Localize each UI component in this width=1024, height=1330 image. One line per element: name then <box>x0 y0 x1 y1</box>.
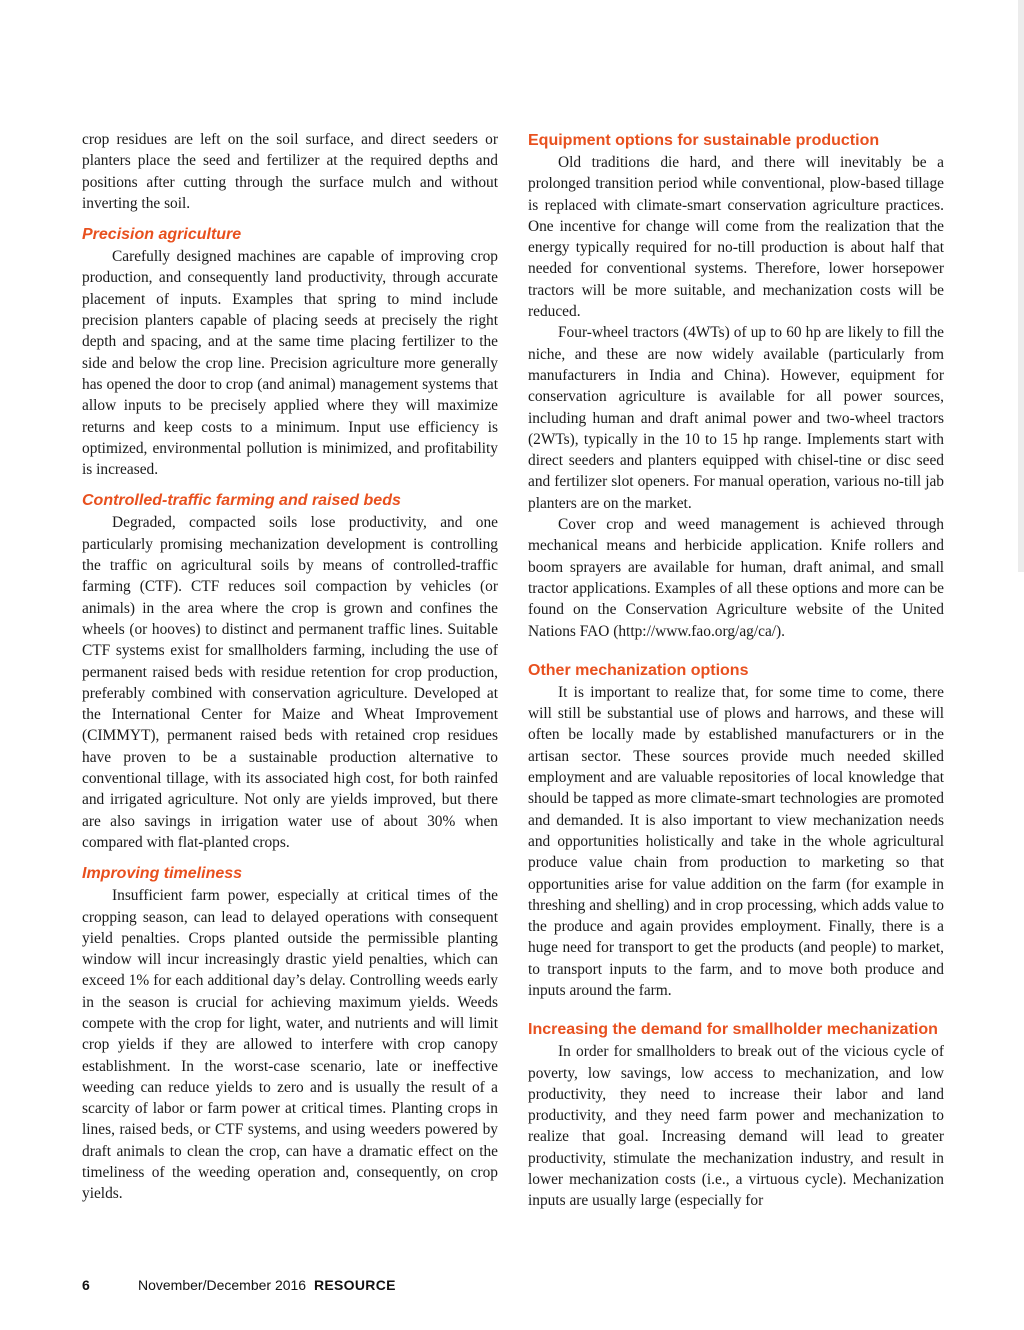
heading-equipment-options: Equipment options for sustainable production <box>528 132 880 149</box>
page-edge-shadow <box>1018 0 1024 572</box>
demand-paragraph: In order for smallholders to break out of the vicious cycle of poverty, low savings, low access to mechanization, and low productivity, they need to increase their labor and land productivity, and they need farm power and mechanization to realize that goal. Increasing demand will lead to greater productivity, stimulate the mechanization industry, and result in lower mechanization costs (i.e., a virtuous cycle). Mechanization inputs are usually large (especially for <box>528 1043 944 1210</box>
heading-improving-timeliness: Improving timeliness <box>82 865 243 883</box>
right-column <box>528 129 944 1212</box>
heading-precision-agriculture: Precision agriculture <box>82 226 242 244</box>
heading-controlled-traffic: Controlled-traffic farming and raised beds <box>82 492 401 510</box>
intro-paragraph: crop residues are left on the soil surface, and direct seeders or planters place the seed and fertilizer at the required depths and positions after cutting through the surface mulch and without inverting the soil. <box>82 131 498 212</box>
other-paragraph: It is important to realize that, for some time to come, there will still be substantial use of plows and harrows, and these will often be locally made by established manufacturers or in the artisan sector. These sources provide much needed skilled employment and are valuable repositories of local knowledge that should be tapped as more climate-smart technologies are promoted and demanded. It is also important to view mechanization needs and opportunities holistically and take in the whole agricultural produce value chain from production to marketing so that opportunities arise for value addition on the farm (for example in threshing and shelling) and in crop processing, which adds value to the produce and again provides employment. Finally, there is a huge need for transport to get the products (and people) to market, to transport inputs to the farm, and to move both produce and inputs around the farm. <box>528 683 944 999</box>
timeliness-paragraph: Insufficient farm power, especially at critical times of the cropping season, can lead to delayed operations with consequent yield penalties. Crops planted outside the permissible planting window will incur increasingly drastic yield penalties, which can exceed 1% for each additional day’s delay. Controlling weeds early in the season is crucial for achieving maximum yields. Weeds compete with the crop for light, water, and nutrients and will limit crop yields if they are allowed to interfere with crop canopy establishment. In the worst-case scenario, late or ineffective weeding can reduce yields to zero and is usually the result of a scarcity of labor or farm power at critical times. Planting crops in lines, raised beds, or CTF systems, and using weeders powered by draft animals to clean the crop, can have a dramatic effect on the timeliness of the weeding operation and, consequently, on crop yields. <box>82 887 498 1203</box>
equipment-paragraph-1: Old traditions die hard, and there will inevitably be a prolonged transition period while conventional, plow-based tillage is replaced with climate-smart conservation agriculture practices. One incentive for change will come from the realization that the energy typically required for no-till production is about half that needed for conventional systems. Therefore, lower horsepower tractors will be more suitable, and mechanization costs will be reduced. <box>528 154 944 321</box>
heading-other-mechanization: Other mechanization options <box>528 661 749 679</box>
issue-date: November/December 2016 <box>138 1277 307 1293</box>
ctf-paragraph: Degraded, compacted soils lose productivity, and one particularly promising mechanization development is controlling the traffic on agricultural soils by means of controlled-traffic farming (CTF). CTF reduces soil compaction by vehicles (or animals) in the area where the crop is grown and confines the wheels (or hooves) to distinct and permanent traffic lines. Suitable CTF systems exist for smallholders farming, including the use of permanent raised beds with residue retention for crop production, preferably combined with conservation agriculture. Developed at the International Center for Maize and Wheat Improvement (CIMMYT), permanent raised beds with retained crop residues have proven to be a sustainable production alternative to conventional tillage, with its associated high cost, for both rainfed and irrigated agriculture. Not only are yields improved, but there are also savings in irrigation water use of about 30% when compared with flat-planted crops. <box>82 514 498 851</box>
equipment-paragraph-2: Four-wheel tractors (4WTs) of up to 60 hp are likely to fill the niche, and these are now widely available (particularly from manufacturers in India and China). However, equipment for conservation agriculture is available for all power sources, including human and draft animal power and two-wheel tractors (2WTs), typically in the 10 to 15 hp range. Implements start with direct seeders and planters equipped with chisel-tine or disc seed and fertilizer slot openers. For manual operation, various no-till jab planters are on the market. <box>528 324 944 512</box>
precision-paragraph: Carefully designed machines are capable of improving crop production, and consequently land productivity, through accurate placement of inputs. Examples that spring to mind include precision planters capable of placing seeds at precisely the right depth and spacing, and at the same time placing fertilizer to the side and below the crop line. Precision agriculture more generally has opened the door to crop (and animal) management systems that allow inputs to be precisely applied where they will maximize returns and keep costs to a minimum. Input use efficiency is optimized, environmental pollution is minimized, and profitability is increased. <box>82 248 498 479</box>
heading-increasing-demand: Increasing the demand for smallholder mechanization <box>528 1021 938 1039</box>
page-footer <box>82 1277 396 1293</box>
magazine-name: RESOURCE <box>314 1277 396 1293</box>
page-number: 6 <box>82 1277 90 1293</box>
equipment-paragraph-3: Cover crop and weed management is achieved through mechanical means and herbicide application. Knife rollers and boom sprayers are available for human, draft animal, and small tractor applications. Examples of all these options and more can be found on the Conservation Agriculture website of the United Nations FAO (http://www.fao.org/ag/ca/). <box>528 516 944 640</box>
left-column <box>82 129 498 1205</box>
